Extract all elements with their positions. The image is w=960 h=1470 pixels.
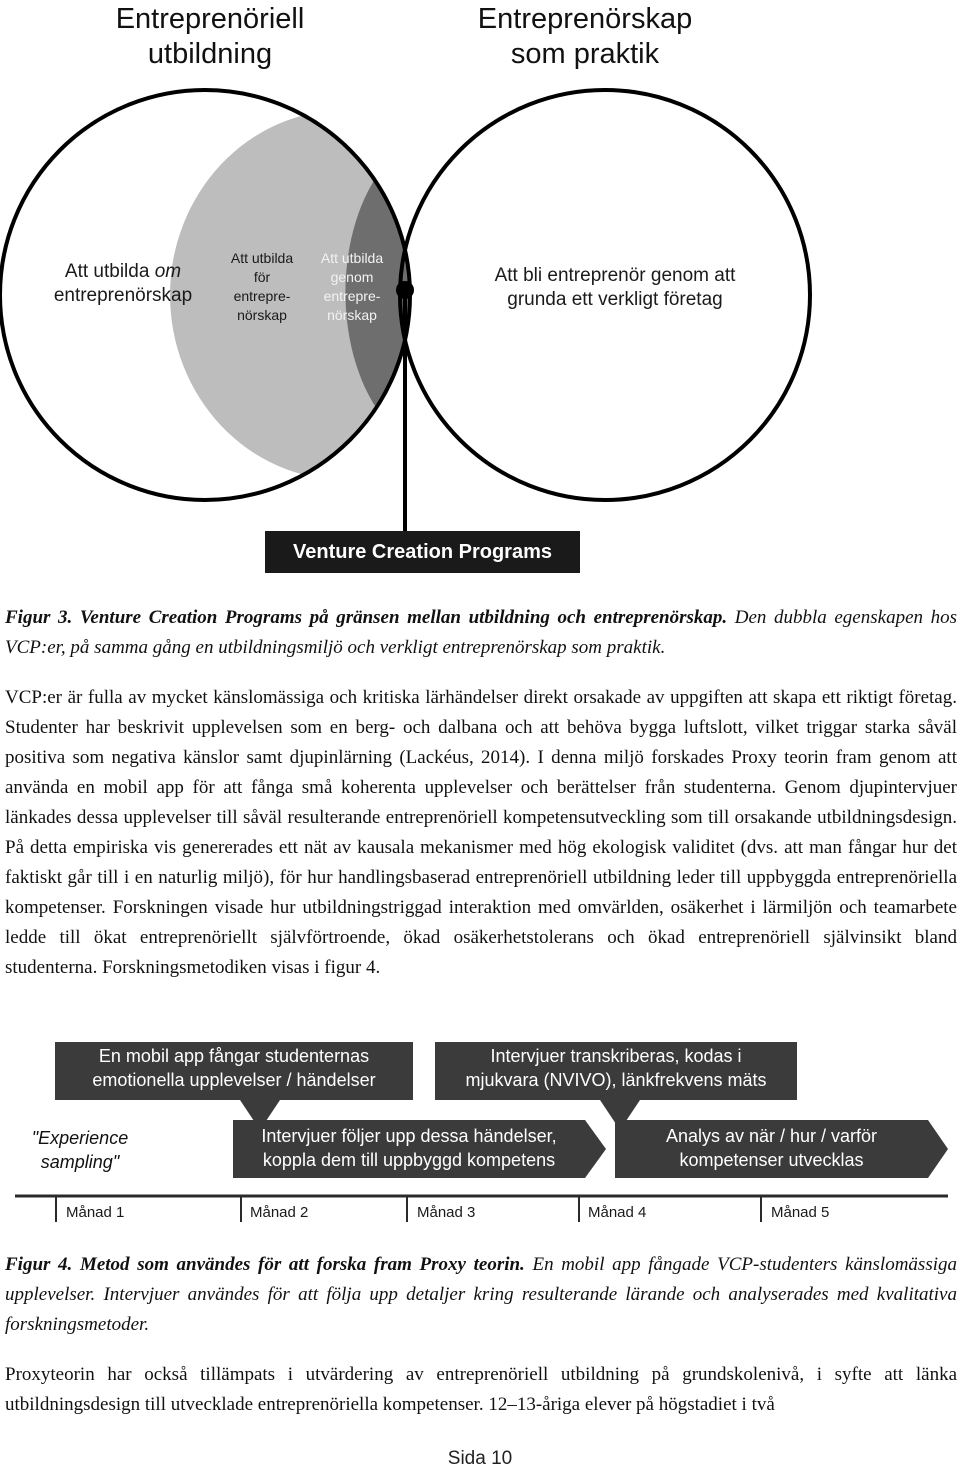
month-1-label: Månad 1 (66, 1204, 125, 1221)
title-left: Entreprenöriell utbildning (115, 3, 305, 70)
month-5-label: Månad 5 (771, 1204, 830, 1221)
month-4-label: Månad 4 (588, 1204, 647, 1221)
body-paragraph-1: VCP:er är fulla av mycket känslomässiga och kritiska lärhändelser direkt orsakade av uppgiften att skapa ett riktigt företag. Studenter har beskrivit upplevelsen som en berg- och dalbana och att behöva bygga luftslott, vilket triggar starka såväl positiva som negativa känslor samt djupinlärning (Lackéus, 2014). I denna miljö forskades Proxy teorin fram genom att använda en mobil app för att fånga små koherenta upplevelser och berättelser från studenterna. Genom djupintervjuer länkades dessa upplevelser till såväl resulterande entreprenöriell kompetensutveckling som till orsakande utbildningsdesign. På detta empiriska vis genererades ett nät av kausala mekanismer med hög ekologisk validitet (dvs. att man fångar hur det faktiskt går till i en naturlig miljö), för hur handlingsbaserad entreprenöriell utbildning leder till uppbyggda entreprenöriella kompetenser. Forskningen visade hur utbildningstriggad interaktion med omvärlden, osäkerhet i lärmiljön och teamarbete ledde till ökat entreprenöriellt självförtroende, ökad osäkerhetstolerans och ökad entreprenöriell självinsikt bland studenterna. Forskningsmetodiken visas i figur 4. (5, 687, 957, 978)
label-genom: Att utbilda genom entrepre- nörskap (320, 250, 384, 323)
figure-4-caption: Figur 4. Metod som användes för att forska fram Proxy teorin. En mobil app fångade VCP-studenters känslomässiga upplevelser. Intervjuer användes för att följa upp detaljer kring resulterande lärande och analyserades med kvalitativa forskningsmetoder. (5, 1254, 957, 1335)
tick-4 (578, 1196, 580, 1222)
label-for: Att utbilda för entrepre- nörskap (230, 250, 294, 323)
label-om: Att utbilda om entreprenörskap (53, 261, 193, 306)
page-number: Sida 10 (447, 1448, 513, 1469)
tick-5 (760, 1196, 762, 1222)
box-interviews-coded: Intervjuer transkriberas, kodas i mjukvara (NVIVO), länkfrekvens mäts (465, 1046, 767, 1090)
intersection-dot (396, 281, 414, 299)
figure-3-caption: Figur 3. Venture Creation Programs på gränsen mellan utbildning och entreprenörskap. Den dubbla egenskapen hos VCP:er, på samma gång en utbildningsmiljö och verkligt entreprenörskap som praktik. (5, 607, 957, 658)
title-right: Entreprenörskap som praktik (477, 3, 693, 70)
tick-2 (240, 1196, 242, 1222)
box-interviews-follow-up: Intervjuer följer upp dessa händelser, koppla dem till uppbyggd kompetens (261, 1126, 557, 1170)
month-2-label: Månad 2 (250, 1204, 309, 1221)
month-3-label: Månad 3 (417, 1204, 476, 1221)
label-right: Att bli entreprenör genom att grunda ett verkligt företag (494, 265, 736, 310)
experience-sampling-label: "Experience sampling" (31, 1128, 129, 1172)
tick-1 (55, 1196, 57, 1222)
tick-3 (406, 1196, 408, 1222)
box-analysis: Analys av när / hur / varför kompetenser utvecklas (665, 1126, 878, 1170)
venture-creation-programs-box: Venture Creation Programs (265, 531, 580, 573)
box-mobile-app: En mobil app fångar studenternas emotionella upplevelser / händelser (92, 1046, 376, 1090)
body-paragraph-2: Proxyteorin har också tillämpats i utvärdering av entreprenöriell utbildning på grundskolenivå, i syfte att länka utbildningsdesign till utvecklade entreprenöriella kompetenser. 12–13-åriga elever på högstadiet i två (5, 1364, 957, 1415)
